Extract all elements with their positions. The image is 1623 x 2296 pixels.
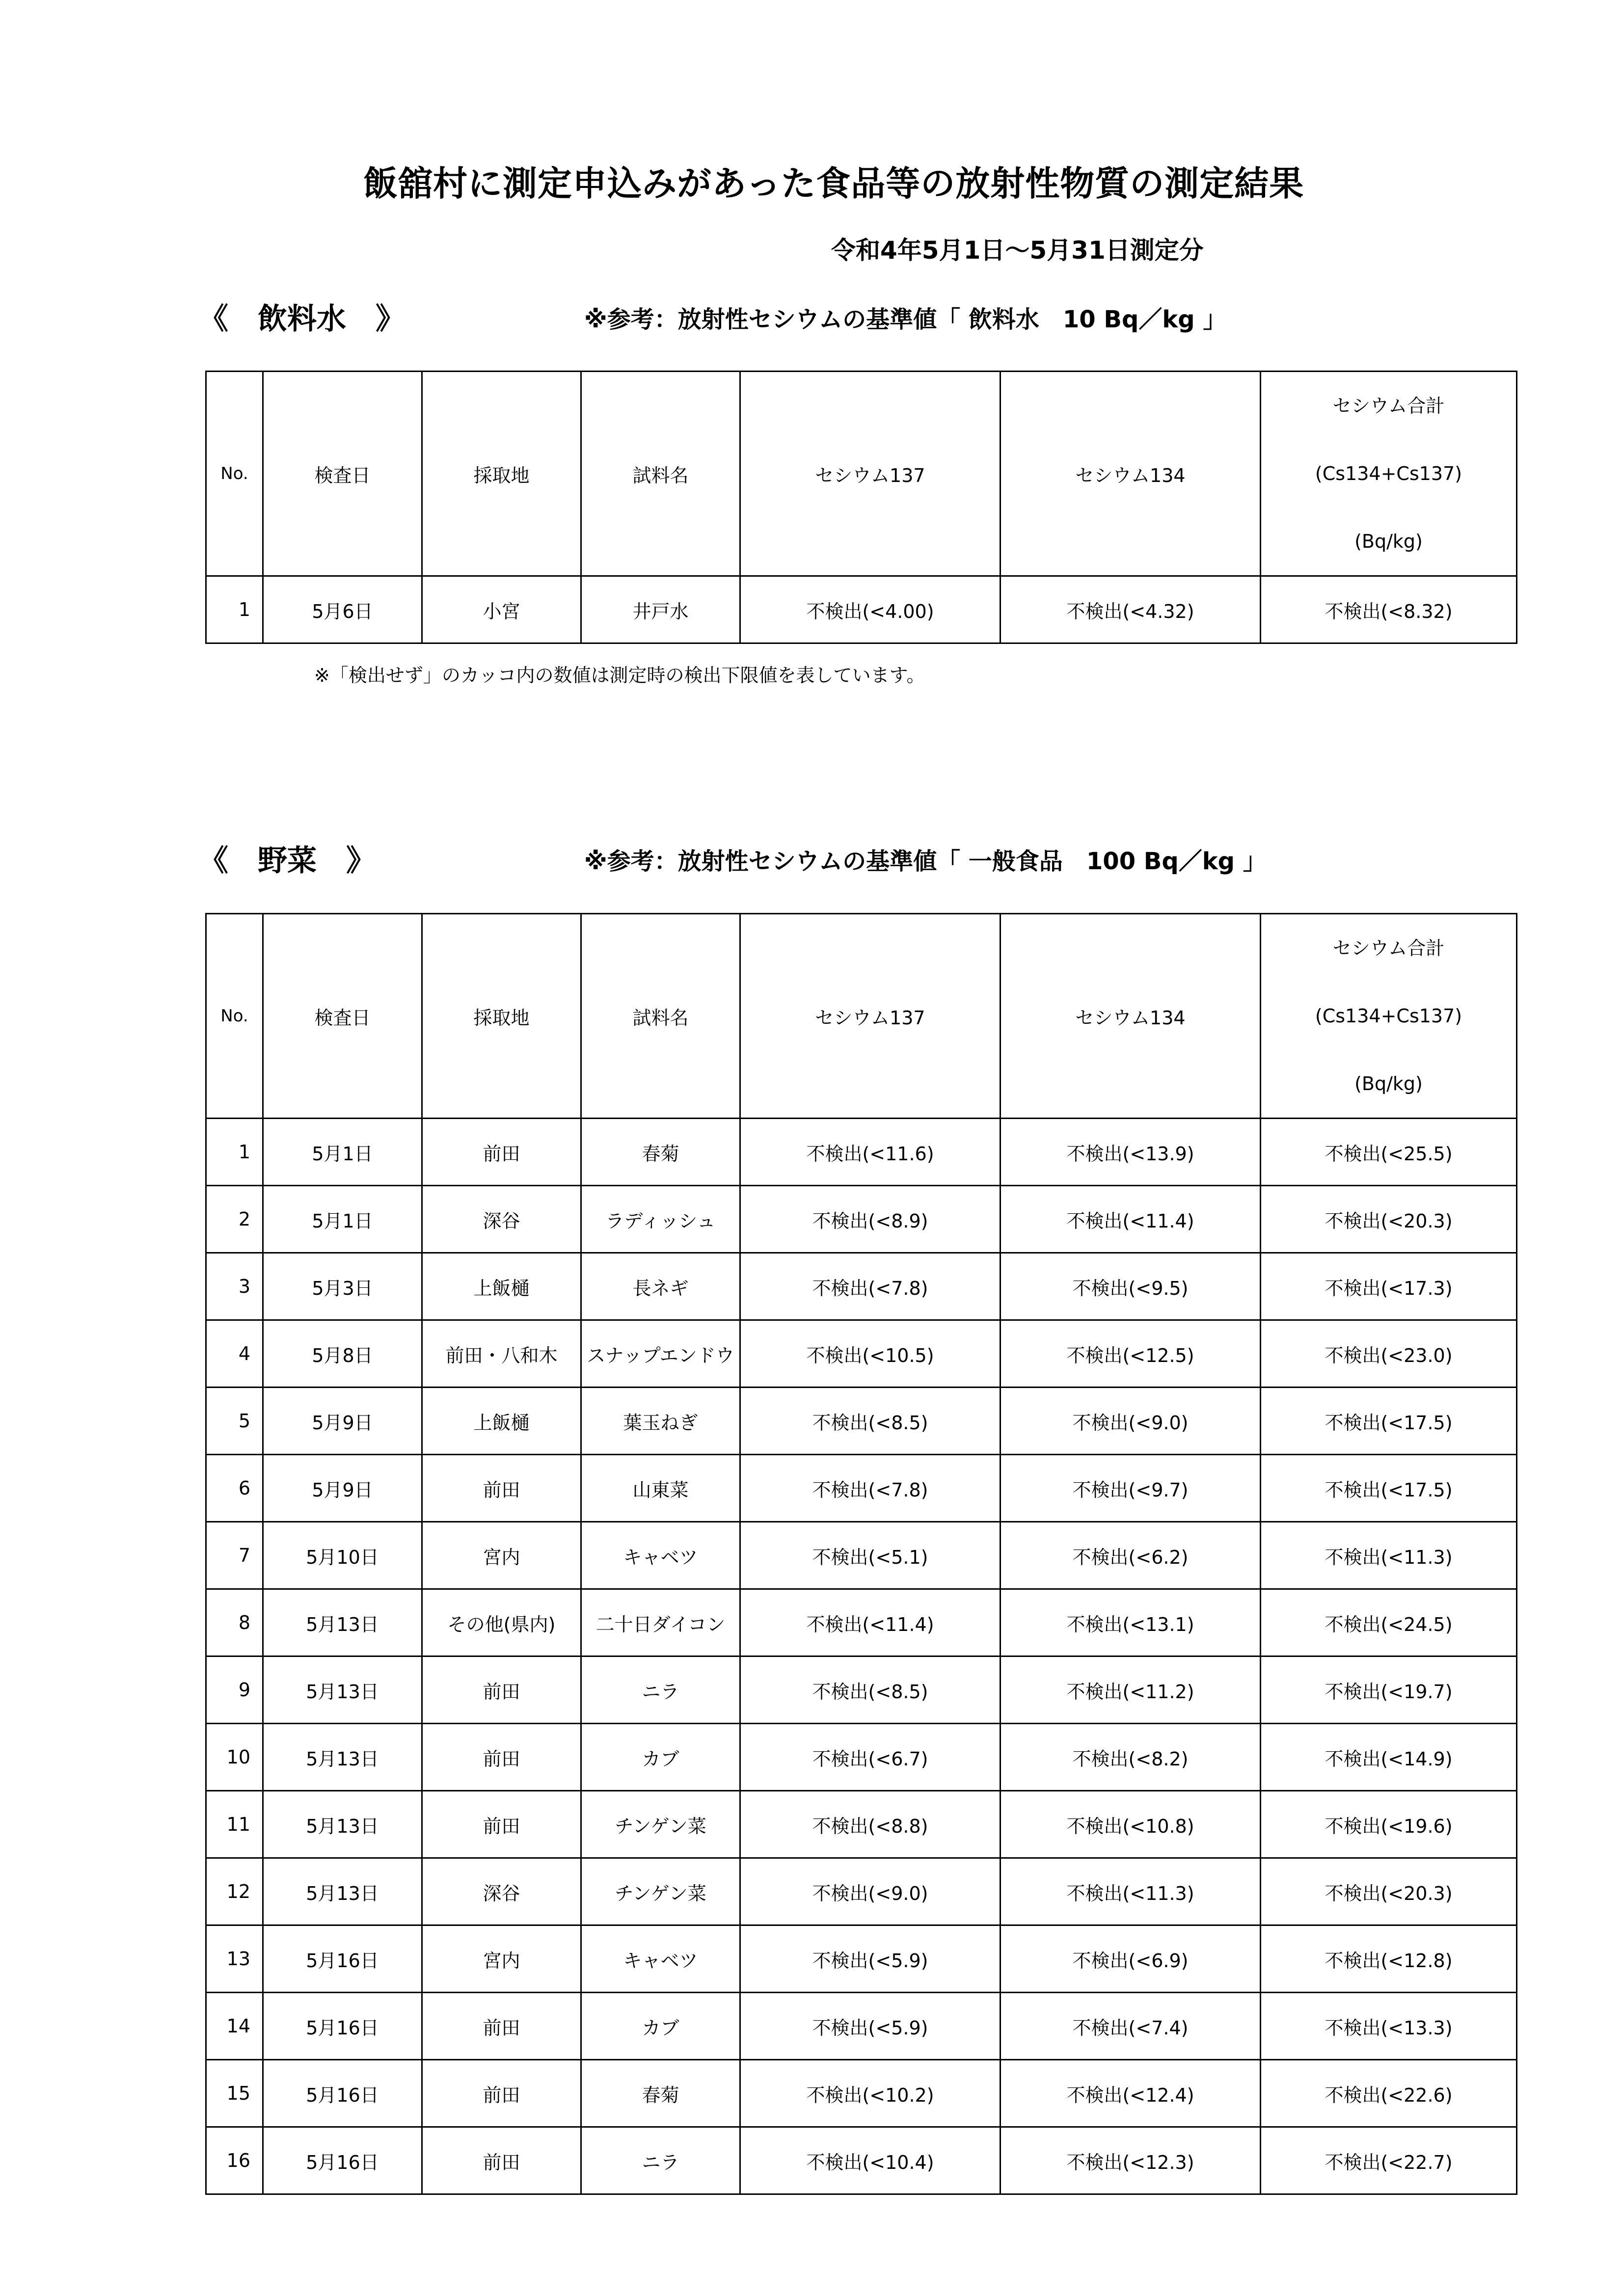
- cell-date: 5月9日: [263, 1455, 422, 1522]
- water-results-table: [205, 371, 1517, 644]
- table-header-row: [206, 914, 1517, 1119]
- vegetables-section-heading: 《 野菜 》: [199, 844, 376, 878]
- cell-sample: チンゲン菜: [581, 1858, 740, 1925]
- column-header-place: 採取地: [422, 914, 581, 1119]
- cell-date: 5月13日: [263, 1858, 422, 1925]
- table-header-row: [206, 372, 1517, 576]
- page-title: 飯舘村に測定申込みがあった食品等の放射性物質の測定結果: [363, 163, 1304, 204]
- column-header-date: 検査日: [263, 372, 422, 576]
- cell-cs134: 不検出(<6.9): [1001, 1925, 1261, 1993]
- cell-cs134: 不検出(<9.0): [1001, 1388, 1261, 1455]
- cell-date: 5月16日: [263, 2060, 422, 2127]
- cell-cs137: 不検出(<4.00): [740, 576, 1001, 643]
- cell-cs137: 不検出(<11.6): [740, 1119, 1001, 1186]
- cell-date: 5月10日: [263, 1522, 422, 1589]
- cell-no: 14: [206, 1993, 263, 2060]
- detection-limit-note: ※「検出せず」のカッコ内の数値は測定時の検出下限値を表しています。: [314, 665, 925, 686]
- vegetables-results-table: [205, 913, 1517, 2195]
- cell-total: 不検出(<14.9): [1261, 1724, 1517, 1791]
- cell-sample: キャベツ: [581, 1522, 740, 1589]
- cell-cs134: 不検出(<4.32): [1001, 576, 1261, 643]
- table-row: [206, 1724, 1517, 1791]
- cell-cs134: 不検出(<12.5): [1001, 1320, 1261, 1388]
- cell-no: 6: [206, 1455, 263, 1522]
- cell-date: 5月6日: [263, 576, 422, 643]
- column-header-cs134: セシウム134: [1001, 914, 1261, 1119]
- column-header-total: [1261, 914, 1517, 1119]
- cell-cs134: 不検出(<7.4): [1001, 1993, 1261, 2060]
- cell-place: 前田: [422, 1119, 581, 1186]
- cell-sample: ニラ: [581, 1656, 740, 1724]
- cell-cs137: 不検出(<7.8): [740, 1455, 1001, 1522]
- cell-date: 5月13日: [263, 1724, 422, 1791]
- cell-no: 8: [206, 1589, 263, 1656]
- table-row: [206, 1253, 1517, 1320]
- cell-total: 不検出(<22.7): [1261, 2127, 1517, 2194]
- cell-cs137: 不検出(<7.8): [740, 1253, 1001, 1320]
- cell-cs137: 不検出(<10.2): [740, 2060, 1001, 2127]
- cell-cs134: 不検出(<6.2): [1001, 1522, 1261, 1589]
- column-header-total-line2: (Cs134+Cs137): [1315, 1005, 1462, 1027]
- vegetables-table-body: [206, 1119, 1517, 2194]
- cell-place: 上飯樋: [422, 1253, 581, 1320]
- cell-date: 5月13日: [263, 1791, 422, 1858]
- cell-place: その他(県内): [422, 1589, 581, 1656]
- cell-sample: 春菊: [581, 1119, 740, 1186]
- cell-cs134: 不検出(<13.1): [1001, 1589, 1261, 1656]
- water-section-heading: 《 飲料水 》: [199, 302, 405, 336]
- cell-no: 11: [206, 1791, 263, 1858]
- cell-date: 5月9日: [263, 1388, 422, 1455]
- cell-total: 不検出(<17.3): [1261, 1253, 1517, 1320]
- cell-sample: 山東菜: [581, 1455, 740, 1522]
- cell-no: 2: [206, 1186, 263, 1253]
- cell-place: 宮内: [422, 1925, 581, 1993]
- cell-cs134: 不検出(<13.9): [1001, 1119, 1261, 1186]
- cell-cs134: 不検出(<10.8): [1001, 1791, 1261, 1858]
- cell-total: 不検出(<17.5): [1261, 1455, 1517, 1522]
- cell-cs137: 不検出(<10.4): [740, 2127, 1001, 2194]
- cell-date: 5月8日: [263, 1320, 422, 1388]
- column-header-total-line3: (Bq/kg): [1354, 1073, 1423, 1095]
- cell-date: 5月3日: [263, 1253, 422, 1320]
- cell-sample: 井戸水: [581, 576, 740, 643]
- table-row: [206, 1993, 1517, 2060]
- cell-cs137: 不検出(<10.5): [740, 1320, 1001, 1388]
- cell-total: 不検出(<8.32): [1261, 576, 1517, 643]
- table-row: [206, 2060, 1517, 2127]
- cell-sample: 春菊: [581, 2060, 740, 2127]
- cell-no: 5: [206, 1388, 263, 1455]
- table-row: [206, 1522, 1517, 1589]
- table-row: [206, 1791, 1517, 1858]
- cell-cs137: 不検出(<5.1): [740, 1522, 1001, 1589]
- cell-place: 小宮: [422, 576, 581, 643]
- cell-cs134: 不検出(<11.4): [1001, 1186, 1261, 1253]
- cell-sample: ラディッシュ: [581, 1186, 740, 1253]
- table-row: [206, 1388, 1517, 1455]
- table-row: [206, 1589, 1517, 1656]
- cell-cs137: 不検出(<11.4): [740, 1589, 1001, 1656]
- table-row: [206, 1455, 1517, 1522]
- table-row: [206, 1186, 1517, 1253]
- cell-total: 不検出(<17.5): [1261, 1388, 1517, 1455]
- column-header-place: 採取地: [422, 372, 581, 576]
- table-row: [206, 1656, 1517, 1724]
- cell-place: 前田: [422, 1455, 581, 1522]
- cell-sample: 二十日ダイコン: [581, 1589, 740, 1656]
- cell-total: 不検出(<20.3): [1261, 1186, 1517, 1253]
- column-header-no: No.: [206, 372, 263, 576]
- measurement-period: 令和4年5月1日～5月31日測定分: [831, 236, 1204, 265]
- cell-place: 前田: [422, 1656, 581, 1724]
- cell-sample: キャベツ: [581, 1925, 740, 1993]
- cell-place: 前田: [422, 1791, 581, 1858]
- cell-date: 5月1日: [263, 1119, 422, 1186]
- table-row: [206, 1119, 1517, 1186]
- cell-cs134: 不検出(<9.7): [1001, 1455, 1261, 1522]
- cell-no: 12: [206, 1858, 263, 1925]
- table-row: [206, 2127, 1517, 2194]
- cell-cs137: 不検出(<9.0): [740, 1858, 1001, 1925]
- column-header-date: 検査日: [263, 914, 422, 1119]
- cell-cs134: 不検出(<11.2): [1001, 1656, 1261, 1724]
- cell-cs134: 不検出(<12.4): [1001, 2060, 1261, 2127]
- cell-sample: ニラ: [581, 2127, 740, 2194]
- cell-no: 7: [206, 1522, 263, 1589]
- cell-place: 前田・八和木: [422, 1320, 581, 1388]
- cell-total: 不検出(<24.5): [1261, 1589, 1517, 1656]
- cell-sample: カブ: [581, 1993, 740, 2060]
- column-header-total-line2: (Cs134+Cs137): [1315, 463, 1462, 484]
- cell-total: 不検出(<19.7): [1261, 1656, 1517, 1724]
- cell-no: 16: [206, 2127, 263, 2194]
- column-header-cs137: セシウム137: [740, 372, 1001, 576]
- cell-sample: チンゲン菜: [581, 1791, 740, 1858]
- cell-no: 3: [206, 1253, 263, 1320]
- cell-date: 5月13日: [263, 1656, 422, 1724]
- table-row: [206, 576, 1517, 643]
- cell-no: 15: [206, 2060, 263, 2127]
- cell-cs134: 不検出(<8.2): [1001, 1724, 1261, 1791]
- cell-cs137: 不検出(<8.5): [740, 1656, 1001, 1724]
- cell-date: 5月1日: [263, 1186, 422, 1253]
- water-reference-value: ※参考：放射性セシウムの基準値「 飲料水 10 Bq／kg 」: [584, 306, 1227, 333]
- cell-no: 9: [206, 1656, 263, 1724]
- cell-cs137: 不検出(<6.7): [740, 1724, 1001, 1791]
- cell-no: 13: [206, 1925, 263, 1993]
- cell-place: 深谷: [422, 1186, 581, 1253]
- cell-total: 不検出(<12.8): [1261, 1925, 1517, 1993]
- cell-no: 1: [206, 576, 263, 643]
- cell-cs137: 不検出(<5.9): [740, 1993, 1001, 2060]
- cell-total: 不検出(<13.3): [1261, 1993, 1517, 2060]
- cell-no: 4: [206, 1320, 263, 1388]
- cell-total: 不検出(<19.6): [1261, 1791, 1517, 1858]
- cell-total: 不検出(<20.3): [1261, 1858, 1517, 1925]
- column-header-sample: 試料名: [581, 914, 740, 1119]
- cell-place: 深谷: [422, 1858, 581, 1925]
- column-header-cs134: セシウム134: [1001, 372, 1261, 576]
- cell-date: 5月13日: [263, 1589, 422, 1656]
- cell-no: 10: [206, 1724, 263, 1791]
- cell-total: 不検出(<23.0): [1261, 1320, 1517, 1388]
- cell-sample: 長ネギ: [581, 1253, 740, 1320]
- column-header-sample: 試料名: [581, 372, 740, 576]
- vegetables-reference-value: ※参考：放射性セシウムの基準値「 一般食品 100 Bq／kg 」: [584, 848, 1267, 875]
- column-header-total-line1: セシウム合計: [1332, 395, 1445, 417]
- cell-sample: 葉玉ねぎ: [581, 1388, 740, 1455]
- column-header-total-line1: セシウム合計: [1332, 937, 1445, 959]
- cell-place: 前田: [422, 2060, 581, 2127]
- table-row: [206, 1858, 1517, 1925]
- table-row: [206, 1320, 1517, 1388]
- cell-place: 前田: [422, 2127, 581, 2194]
- cell-total: 不検出(<22.6): [1261, 2060, 1517, 2127]
- cell-cs134: 不検出(<11.3): [1001, 1858, 1261, 1925]
- cell-date: 5月16日: [263, 2127, 422, 2194]
- cell-cs137: 不検出(<8.8): [740, 1791, 1001, 1858]
- cell-place: 上飯樋: [422, 1388, 581, 1455]
- cell-date: 5月16日: [263, 1993, 422, 2060]
- cell-sample: カブ: [581, 1724, 740, 1791]
- cell-cs137: 不検出(<5.9): [740, 1925, 1001, 1993]
- column-header-total: [1261, 372, 1517, 576]
- column-header-no: No.: [206, 914, 263, 1119]
- water-table-body: [206, 576, 1517, 643]
- cell-place: 宮内: [422, 1522, 581, 1589]
- cell-cs137: 不検出(<8.9): [740, 1186, 1001, 1253]
- cell-cs134: 不検出(<9.5): [1001, 1253, 1261, 1320]
- cell-cs137: 不検出(<8.5): [740, 1388, 1001, 1455]
- cell-sample: スナップエンドウ: [581, 1320, 740, 1388]
- cell-total: 不検出(<25.5): [1261, 1119, 1517, 1186]
- cell-total: 不検出(<11.3): [1261, 1522, 1517, 1589]
- table-row: [206, 1925, 1517, 1993]
- cell-place: 前田: [422, 1724, 581, 1791]
- cell-place: 前田: [422, 1993, 581, 2060]
- column-header-cs137: セシウム137: [740, 914, 1001, 1119]
- column-header-total-line3: (Bq/kg): [1354, 531, 1423, 552]
- cell-cs134: 不検出(<12.3): [1001, 2127, 1261, 2194]
- cell-date: 5月16日: [263, 1925, 422, 1993]
- cell-no: 1: [206, 1119, 263, 1186]
